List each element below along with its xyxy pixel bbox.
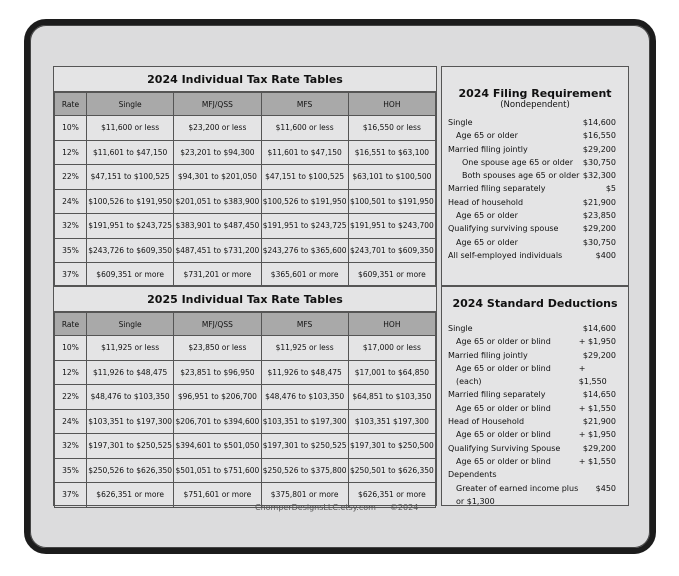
item-value: $30,750: [582, 157, 616, 167]
item-value: $450: [595, 483, 616, 493]
bracket-cell: $394,601 to $501,050: [174, 434, 261, 459]
list-item: [442, 196, 628, 209]
filing-requirement-list: [442, 116, 628, 262]
table-row: [55, 434, 436, 459]
item-value: + $1,550: [578, 403, 616, 413]
table-row: [55, 189, 436, 214]
rate-cell: 24%: [55, 189, 87, 214]
table-row: [55, 409, 436, 434]
bracket-cell: $731,201 or more: [174, 263, 261, 288]
list-item: [442, 129, 628, 142]
bracket-cell: $103,351 to $197,300: [87, 409, 174, 434]
list-item: [442, 209, 628, 222]
bracket-cell: $191,951 to $243,725: [87, 214, 174, 239]
list-item: [442, 169, 628, 182]
item-value: $23,850: [582, 211, 616, 221]
item-label: Head of household: [448, 197, 524, 207]
bracket-cell: $626,351 or more: [348, 483, 435, 508]
list-item: [442, 455, 628, 468]
tax-table-2025-title: 2025 Individual Tax Rate Tables: [54, 287, 436, 312]
item-label: Single: [448, 118, 473, 127]
item-label: Married filing separately: [448, 390, 546, 400]
list-item: [442, 495, 628, 508]
list-item: [442, 322, 628, 335]
bracket-cell: $11,925 or less: [261, 336, 348, 361]
item-label: Age 65 or older or blind: [456, 337, 551, 347]
bracket-cell: $201,051 to $383,900: [174, 189, 261, 214]
item-label: Married filing jointly: [448, 144, 528, 154]
item-label: Age 65 or older or blind: [456, 430, 551, 440]
list-item: [442, 335, 628, 348]
bracket-cell: $11,925 or less: [87, 336, 174, 361]
item-value: $21,900: [582, 197, 616, 207]
item-value: + $1,950: [578, 430, 616, 440]
rate-cell: 35%: [55, 238, 87, 263]
bracket-cell: $383,901 to $487,450: [174, 214, 261, 239]
table-row: [55, 360, 436, 385]
bracket-cell: $609,351 or more: [348, 263, 435, 288]
list-item: [442, 249, 628, 262]
bracket-cell: $243,276 to $365,600: [261, 238, 348, 263]
copyright: ©2024: [389, 503, 419, 512]
rate-cell: 35%: [55, 458, 87, 483]
col-header-rate: Rate: [55, 93, 87, 116]
filing-requirement-subtitle: (Nondependent): [500, 100, 570, 110]
bracket-cell: $23,851 to $96,950: [174, 360, 261, 385]
item-label: Qualifying surviving spouse: [448, 224, 559, 234]
rate-cell: 12%: [55, 140, 87, 165]
item-value: + $1,950: [578, 337, 616, 347]
list-item: [442, 428, 628, 441]
rate-cell: 37%: [55, 263, 87, 288]
bracket-cell: $11,600 or less: [261, 116, 348, 141]
col-header-hoh: HOH: [348, 313, 435, 336]
bracket-cell: $197,301 to $250,500: [348, 434, 435, 459]
bracket-cell: $250,526 to $375,800: [261, 458, 348, 483]
item-label: or $1,300: [456, 496, 495, 506]
bracket-cell: $250,526 to $626,350: [87, 458, 174, 483]
bracket-cell: $191,951 to $243,700: [348, 214, 435, 239]
list-item: [442, 402, 628, 415]
bracket-cell: $197,301 to $250,525: [87, 434, 174, 459]
bracket-cell: $63,101 to $100,500: [348, 165, 435, 190]
bracket-cell: $11,600 or less: [87, 116, 174, 141]
bracket-cell: $243,701 to $609,350: [348, 238, 435, 263]
rate-cell: 37%: [55, 483, 87, 508]
col-header-rate: Rate: [55, 313, 87, 336]
bracket-cell: $47,151 to $100,525: [261, 165, 348, 190]
table-row: [55, 238, 436, 263]
bracket-cell: $11,926 to $48,475: [87, 360, 174, 385]
item-value: $29,200: [582, 350, 616, 360]
item-label: Head of Household: [448, 417, 525, 427]
bracket-cell: $48,476 to $103,350: [261, 385, 348, 410]
col-header-single: Single: [87, 313, 174, 336]
col-header-mfj: MFJ/QSS: [174, 93, 261, 116]
list-item: [442, 182, 628, 195]
standard-deductions-panel: [441, 286, 629, 506]
item-label: Dependents: [448, 470, 497, 480]
bracket-cell: $96,951 to $206,700: [174, 385, 261, 410]
col-header-single: Single: [87, 93, 174, 116]
bracket-cell: $17,001 to $64,850: [348, 360, 435, 385]
bracket-cell: $243,726 to $609,350: [87, 238, 174, 263]
list-item: [442, 442, 628, 455]
list-item: [442, 482, 628, 495]
col-header-mfj: MFJ/QSS: [174, 313, 261, 336]
bracket-cell: $11,926 to $48,475: [261, 360, 348, 385]
item-label: Single: [448, 324, 473, 333]
bracket-cell: $23,850 or less: [174, 336, 261, 361]
item-label: Age 65 or older: [456, 131, 518, 141]
rate-cell: 22%: [55, 165, 87, 190]
list-item: [442, 415, 628, 428]
item-value: $14,650: [582, 390, 616, 400]
shop-url: ChomperDesignsLLC.etsy.com: [255, 503, 376, 512]
bracket-cell: $47,151 to $100,525: [87, 165, 174, 190]
item-value: + $1,550: [578, 363, 607, 387]
tax-table-2025-grid: [54, 312, 436, 508]
list-item: [442, 143, 628, 156]
bracket-cell: $11,601 to $47,150: [87, 140, 174, 165]
table-row: [55, 385, 436, 410]
bracket-cell: $11,601 to $47,150: [261, 140, 348, 165]
bracket-cell: $197,301 to $250,525: [261, 434, 348, 459]
bracket-cell: $191,951 to $243,725: [261, 214, 348, 239]
table-row: [55, 263, 436, 288]
item-label: Age 65 or older or blind (each): [456, 363, 551, 387]
bracket-cell: $23,200 or less: [174, 116, 261, 141]
bracket-cell: $100,501 to $191,950: [348, 189, 435, 214]
bracket-cell: $375,801 or more: [261, 483, 348, 508]
item-value: $29,200: [582, 224, 616, 234]
table-row: [55, 140, 436, 165]
item-value: $14,600: [582, 118, 616, 127]
item-value: $16,550: [582, 131, 616, 141]
rate-cell: 10%: [55, 116, 87, 141]
item-label: Age 65 or older: [456, 237, 518, 247]
bracket-cell: $609,351 or more: [87, 263, 174, 288]
table-row: [55, 458, 436, 483]
rate-cell: 32%: [55, 434, 87, 459]
item-label: Both spouses age 65 or older: [462, 171, 580, 181]
rate-cell: 10%: [55, 336, 87, 361]
bracket-cell: $103,351 $197,300: [348, 409, 435, 434]
bracket-cell: $23,201 to $94,300: [174, 140, 261, 165]
bracket-cell: $100,526 to $191,950: [261, 189, 348, 214]
bracket-cell: $206,701 to $394,600: [174, 409, 261, 434]
bracket-cell: $751,601 or more: [174, 483, 261, 508]
bracket-cell: $48,476 to $103,350: [87, 385, 174, 410]
list-item: [442, 156, 628, 169]
tax-table-2024: [53, 66, 437, 286]
item-value: $14,600: [582, 324, 616, 333]
table-row: [55, 165, 436, 190]
list-item: [442, 116, 628, 129]
item-value: $29,200: [582, 144, 616, 154]
bracket-cell: $100,526 to $191,950: [87, 189, 174, 214]
table-row: [55, 116, 436, 141]
item-label: Married filing jointly: [448, 350, 528, 360]
table-row: [55, 214, 436, 239]
item-label: Qualifying Surviving Spouse: [448, 443, 561, 453]
bracket-cell: $365,601 or more: [261, 263, 348, 288]
col-header-hoh: HOH: [348, 93, 435, 116]
list-item: [442, 349, 628, 362]
col-header-mfs: MFS: [261, 313, 348, 336]
item-label: Age 65 or older or blind: [456, 456, 551, 466]
item-label: Greater of earned income plus: [456, 483, 579, 493]
item-label: All self-employed individuals: [448, 250, 563, 260]
tax-table-2024-title: 2024 Individual Tax Rate Tables: [54, 67, 436, 92]
tax-table-2024-grid: [54, 92, 436, 288]
item-value: $30,750: [582, 237, 616, 247]
filing-requirement-title: 2024 Filing Requirement: [458, 87, 612, 100]
bracket-cell: $17,000 or less: [348, 336, 435, 361]
bracket-cell: $94,301 to $201,050: [174, 165, 261, 190]
list-item: [442, 362, 628, 389]
table-row: [55, 336, 436, 361]
footer-credit: [255, 503, 418, 512]
item-value: + $1,550: [578, 456, 616, 466]
item-label: Age 65 or older: [456, 211, 518, 221]
list-item: [442, 468, 628, 481]
bracket-cell: $16,550 or less: [348, 116, 435, 141]
bracket-cell: $64,851 to $103,350: [348, 385, 435, 410]
item-label: Married filing separately: [448, 184, 546, 194]
item-value: $29,200: [582, 443, 616, 453]
bracket-cell: $16,551 to $63,100: [348, 140, 435, 165]
rate-cell: 22%: [55, 385, 87, 410]
tax-table-2025: [53, 286, 437, 506]
item-label: Age 65 or older or blind: [456, 403, 551, 413]
item-label: One spouse age 65 or older: [462, 157, 573, 167]
bracket-cell: $501,051 to $751,600: [174, 458, 261, 483]
bracket-cell: $626,351 or more: [87, 483, 174, 508]
item-value: $5: [605, 184, 616, 194]
item-value: $21,900: [582, 417, 616, 427]
bracket-cell: $487,451 to $731,200: [174, 238, 261, 263]
standard-deductions-title: 2024 Standard Deductions: [452, 297, 618, 310]
item-value: $400: [595, 250, 616, 260]
bracket-cell: $103,351 to $197,300: [261, 409, 348, 434]
rate-cell: 32%: [55, 214, 87, 239]
rate-cell: 12%: [55, 360, 87, 385]
list-item: [442, 236, 628, 249]
bracket-cell: $250,501 to $626,350: [348, 458, 435, 483]
col-header-mfs: MFS: [261, 93, 348, 116]
standard-deductions-list: [442, 322, 628, 508]
rate-cell: 24%: [55, 409, 87, 434]
item-value: $32,300: [582, 171, 616, 181]
list-item: [442, 388, 628, 401]
list-item: [442, 222, 628, 235]
filing-requirement-panel: [441, 66, 629, 286]
